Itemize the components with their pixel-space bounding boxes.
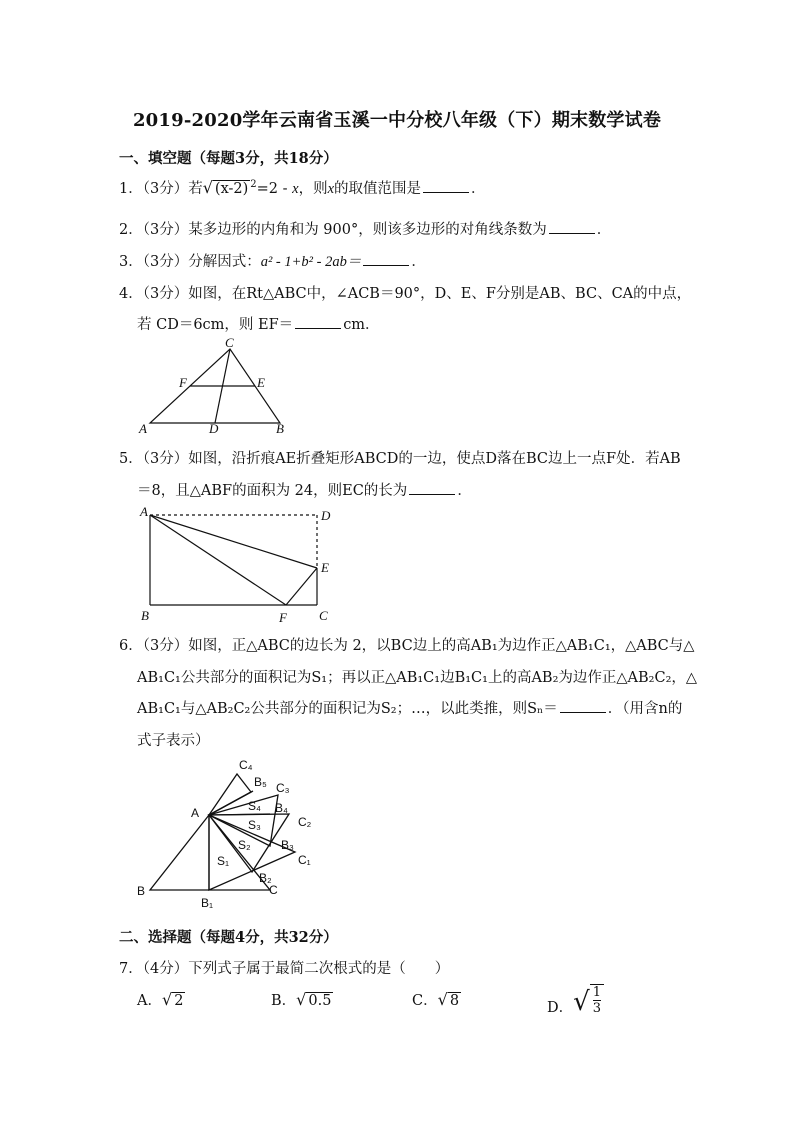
option-d[interactable]: D．√ $\frac{1}{3}$	[547, 981, 604, 1016]
q1-radical: √ (x-2)	[202, 178, 249, 197]
option-b-label: B．	[271, 993, 297, 1009]
option-d-label: D．	[547, 1000, 574, 1016]
option-d-numerator: 1	[592, 985, 601, 1000]
figure-q4-triangle	[135, 335, 295, 435]
label-F: F	[279, 610, 287, 625]
answer-blank[interactable]	[363, 253, 409, 266]
option-d-fraction	[590, 984, 604, 1016]
label-C4: C₄	[239, 758, 253, 772]
q3-prefix: 3．（3分）分解因式：	[119, 254, 261, 270]
option-b-radicand: 0.5	[308, 993, 332, 1009]
label-E: E	[257, 375, 265, 390]
q1-exponent: 2	[250, 179, 257, 191]
q2-text: 2．（3分）某多边形的内角和为 900°，则该多边形的对角线条数为	[119, 222, 547, 238]
label-C3: C₃	[276, 781, 290, 795]
option-b[interactable]: B．√ 0.5	[271, 990, 332, 1009]
label-A: A	[191, 806, 200, 820]
figure-q5-rectangle	[138, 504, 338, 626]
label-B1: B₁	[201, 896, 214, 910]
q3-end: ．	[411, 254, 426, 270]
q3-expression: a² - 1+b² - 2ab＝	[260, 254, 362, 270]
q1-radicand: (x-2)	[214, 181, 249, 197]
question-4-line2	[137, 313, 380, 334]
figure-q6-triangles	[130, 752, 340, 912]
q1-rest2: ，则	[298, 181, 328, 197]
q5-line2b: ．	[457, 483, 472, 499]
option-c-label: C．	[412, 993, 438, 1009]
question-5-line1: 5．（3分）如图，沿折痕AE折叠矩形ABCD的一边，使点D落在BC边上一点F处．若AB	[119, 451, 681, 467]
label-B3: B₃	[281, 838, 294, 852]
option-c-radicand: 8	[449, 993, 460, 1009]
q6-line3b: ．（用含n的	[607, 701, 683, 717]
label-S2: S₂	[238, 838, 251, 852]
option-c[interactable]: C．√ 8	[412, 990, 460, 1009]
label-E: E	[321, 560, 329, 575]
label-S3: S₃	[248, 818, 261, 832]
label-C: C	[269, 883, 278, 897]
label-S4: S₄	[248, 799, 261, 813]
q4-line2b: cm．	[343, 317, 380, 333]
label-B4: B₄	[275, 801, 288, 815]
q2-end: ．	[596, 222, 612, 238]
label-D: D	[209, 421, 219, 435]
label-B2: B₂	[259, 871, 272, 885]
label-B: B	[137, 884, 146, 898]
question-5-line2	[137, 479, 472, 500]
label-C: C	[319, 608, 328, 623]
q1-end: ．	[471, 181, 486, 197]
option-a-radicand: 2	[174, 993, 184, 1009]
answer-blank[interactable]	[549, 221, 595, 234]
question-6-line4: 式子表示）	[137, 733, 210, 749]
section-heading-fill-in: 一、填空题（每题3分，共18分）	[119, 150, 338, 167]
q1-var2: x	[327, 181, 335, 197]
answer-blank[interactable]	[423, 180, 469, 193]
label-C: C	[225, 335, 234, 350]
question-6-line1: 6．（3分）如图，正△ABC的边长为 2，以BC边上的高AB₁为边作正△AB₁C₁，△ABC与△	[119, 638, 695, 654]
answer-blank[interactable]	[560, 700, 606, 713]
question-3	[119, 250, 426, 271]
label-A: A	[140, 504, 148, 519]
q1-var: x	[292, 181, 299, 197]
label-D: D	[321, 508, 331, 523]
q1-rest1: =2 -	[256, 181, 293, 197]
q5-line2a: ＝8，且△ABF的面积为 24，则EC的长为	[137, 483, 408, 499]
question-4-line1: 4．（3分）如图，在Rt△ABC中，∠ACB＝90°，D、E、F分别是AB、BC、CA的中点，	[119, 286, 692, 302]
answer-blank[interactable]	[409, 482, 455, 495]
question-2	[119, 218, 611, 239]
label-S1: S₁	[217, 854, 230, 868]
question-6-line3	[137, 697, 682, 718]
question-6-line2: AB₁C₁公共部分的面积记为S₁；再以正△AB₁C₁边B₁C₁上的高AB₂为边作正△AB₂C₂，△	[137, 670, 698, 686]
answer-blank[interactable]	[295, 316, 341, 329]
section-heading-multiple-choice: 二、选择题（每题4分，共32分）	[119, 929, 338, 946]
q6-line3a: AB₁C₁与△AB₂C₂公共部分的面积记为S₂；…，以此类推，则Sₙ＝	[137, 701, 558, 717]
option-a[interactable]: A．√ 2	[137, 990, 184, 1009]
option-d-denominator: 3	[592, 1001, 601, 1016]
option-a-label: A．	[137, 993, 162, 1009]
label-F: F	[179, 375, 187, 390]
page-title: 2019-2020学年云南省玉溪一中分校八年级（下）期末数学试卷	[132, 110, 662, 131]
label-A: A	[139, 421, 147, 435]
label-B: B	[141, 608, 149, 623]
question-7: 7．（4分）下列式子属于最简二次根式的是（ ）	[119, 961, 450, 977]
label-B5: B₅	[254, 775, 267, 789]
q4-line2a: 若 CD＝6cm，则 EF＝	[137, 317, 294, 333]
label-B: B	[276, 421, 284, 435]
question-1	[119, 177, 486, 198]
q1-prefix: 1．（3分）若	[119, 181, 203, 197]
q1-rest3: 的取值范围是	[334, 181, 422, 197]
label-C2: C₂	[298, 815, 312, 829]
label-C1: C₁	[298, 853, 311, 867]
